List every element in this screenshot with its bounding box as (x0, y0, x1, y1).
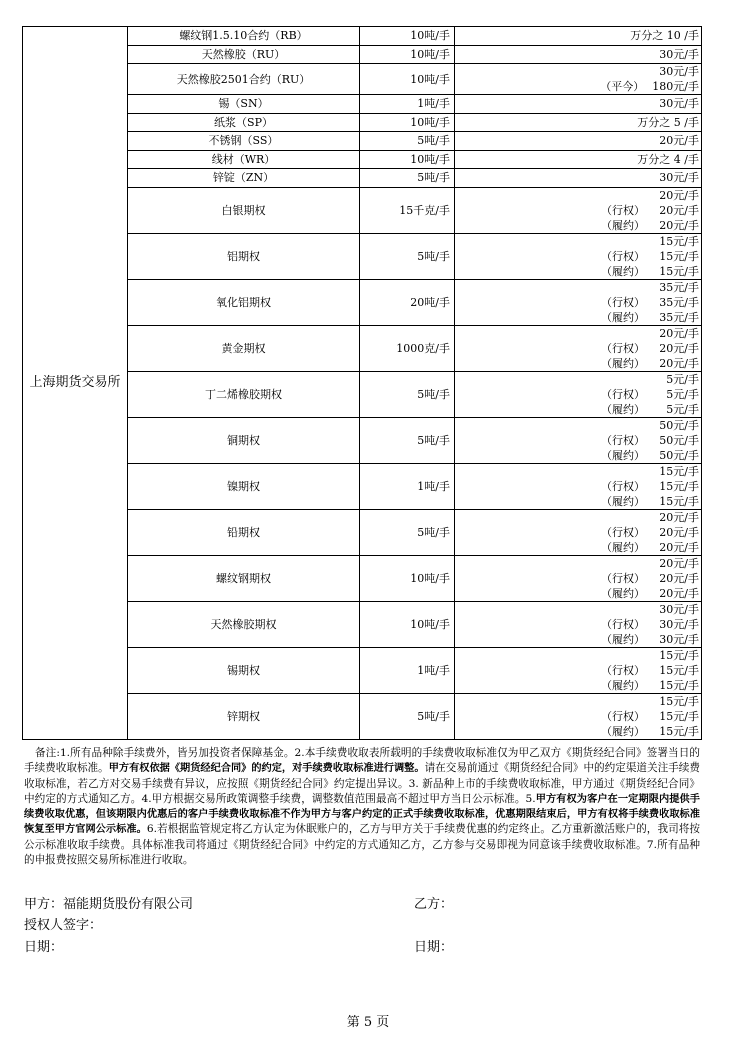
fee-line (455, 326, 701, 341)
fee-value: 5元/手 (666, 372, 699, 386)
fee-cell (455, 417, 702, 463)
fee-type-label: （行权） (601, 663, 645, 677)
party-a-date-label: 日期： (24, 940, 64, 955)
fee-line (455, 494, 701, 509)
product-name: 线材（WR） (128, 150, 360, 169)
fee-value: 35元/手 (659, 280, 699, 294)
fee-value: 20元/手 (659, 188, 699, 202)
remark-segment: 请在交易前通过《期货经纪合同》中的约定渠道关注手续费收取标准，若乙方对交易手续费有异议，应按照《期货经纪合同》约定提出异议。3. 新品种上市的手续费收取标准，甲方通过《期货经纪合同》中约定的方式通知乙方。4.甲方根据交易所政策调整手续费，调整数值范围最高不超过甲方当日公示标准。5. (24, 762, 700, 805)
fee-value: 15元/手 (659, 234, 699, 248)
fee-value: 35元/手 (659, 295, 699, 309)
fee-value: 15元/手 (659, 678, 699, 692)
fee-type-label: （履约） (601, 724, 645, 738)
product-name: 氧化铝期权 (128, 279, 360, 325)
fee-line (455, 632, 701, 647)
product-name: 锡（SN） (128, 95, 360, 114)
trading-unit: 5吨/手 (360, 132, 455, 151)
fee-type-label: （行权） (601, 203, 645, 217)
table-row (23, 27, 702, 46)
fee-cell (455, 27, 702, 46)
remark-segment: 6.若根据监管规定将乙方认定为休眠账户的，乙方与甲方关于手续费优惠的约定终止。乙方重新激活账户的，我司将按公示标准收取手续费。具体标准我司将通过《期货经纪合同》中约定的方式通知乙方，乙方参与交易即视为同意该手续费收取标准。7.所有品种的申报费按照交易所标准进行收取。 (24, 823, 700, 867)
fee-line (455, 586, 701, 601)
trading-unit: 10吨/手 (360, 64, 455, 95)
fee-line (455, 418, 701, 433)
fee-line (455, 510, 701, 525)
fee-type-label: （履约） (601, 356, 645, 370)
product-name: 白银期权 (128, 187, 360, 233)
fee-type-label: （行权） (601, 249, 645, 263)
fee-line (455, 203, 701, 218)
exchange-name: 上海期货交易所 (23, 27, 128, 740)
fee-type-label: （履约） (601, 218, 645, 232)
trading-unit: 5吨/手 (360, 417, 455, 463)
fee-type-label: （履约） (601, 494, 645, 508)
fee-line (455, 170, 701, 185)
fee-cell (455, 132, 702, 151)
fee-cell (455, 371, 702, 417)
fee-type-label: （履约） (601, 586, 645, 600)
fee-type-label: （行权） (601, 479, 645, 493)
product-name: 铅期权 (128, 509, 360, 555)
fee-line (455, 295, 701, 310)
fee-cell (455, 279, 702, 325)
fee-value: 5元/手 (666, 402, 699, 416)
trading-unit: 5吨/手 (360, 233, 455, 279)
fee-value: 万分之 5 /手 (637, 115, 699, 129)
trading-unit: 5吨/手 (360, 169, 455, 188)
fee-value: 20元/手 (659, 218, 699, 232)
fee-type-label: （行权） (601, 295, 645, 309)
fee-value: 20元/手 (659, 203, 699, 217)
fee-line (455, 356, 701, 371)
fee-value: 5元/手 (666, 387, 699, 401)
fee-type-label: （行权） (601, 341, 645, 355)
fee-value: 20元/手 (659, 525, 699, 539)
fee-cell (455, 150, 702, 169)
fee-line (455, 617, 701, 632)
fee-type-label: （履约） (601, 632, 645, 646)
remarks-paragraph (24, 746, 700, 868)
fee-line (455, 133, 701, 148)
fee-line (455, 264, 701, 279)
trading-unit: 10吨/手 (360, 45, 455, 64)
fee-type-label: （履约） (601, 678, 645, 692)
fee-type-label: （履约） (601, 310, 645, 324)
remark-bold-segment: 甲方有权为客户在一定期限内提供手续费收取优惠，但该期限内优惠后的客户手续费收取标准不作为甲方与客户约定的正式手续费收取标准，优惠期限结束后，甲方有权将手续费收取标准恢复至甲方官网公示标准。 (24, 793, 700, 836)
fee-cell (455, 509, 702, 555)
fee-value: 15元/手 (659, 724, 699, 738)
fee-type-label: （履约） (601, 448, 645, 462)
fee-line (455, 678, 701, 693)
product-name: 铝期权 (128, 233, 360, 279)
fee-cell (455, 95, 702, 114)
fee-line (455, 387, 701, 402)
fee-value: 20元/手 (659, 356, 699, 370)
fee-line (455, 602, 701, 617)
fee-line (455, 709, 701, 724)
product-name: 锡期权 (128, 647, 360, 693)
fee-value: 15元/手 (659, 264, 699, 278)
fee-value: 50元/手 (659, 448, 699, 462)
fee-line (455, 218, 701, 233)
fee-value: 30元/手 (659, 602, 699, 616)
remark-segment: 备注:1.所有品种除手续费外，皆另加投资者保障基金。2.本手续费收取表所载明的手续费收取标准仅为甲乙双方《期货经纪合同》签署当日的手续费收取标准。 (24, 747, 700, 775)
product-name: 天然橡胶2501合约（RU） (128, 64, 360, 95)
fee-value: 20元/手 (659, 134, 699, 148)
party-b-date-label: 日期： (414, 940, 454, 955)
fee-type-label: （行权） (601, 525, 645, 539)
product-name: 不锈钢（SS） (128, 132, 360, 151)
fee-line (455, 47, 701, 62)
fee-cell (455, 325, 702, 371)
trading-unit: 10吨/手 (360, 601, 455, 647)
fee-type-label: （行权） (601, 433, 645, 447)
fee-value: 15元/手 (659, 709, 699, 723)
fee-type-label: （履约） (601, 540, 645, 554)
fee-value: 15元/手 (659, 694, 699, 708)
fee-line (455, 433, 701, 448)
fee-cell (455, 64, 702, 95)
fee-value: 20元/手 (659, 510, 699, 524)
fee-value: 15元/手 (659, 494, 699, 508)
trading-unit: 5吨/手 (360, 693, 455, 739)
fee-line (455, 28, 701, 43)
fee-cell (455, 463, 702, 509)
trading-unit: 20吨/手 (360, 279, 455, 325)
fee-type-label: （履约） (601, 264, 645, 278)
product-name: 镍期权 (128, 463, 360, 509)
fee-value: 15元/手 (659, 663, 699, 677)
fee-line (455, 540, 701, 555)
fee-line (455, 310, 701, 325)
fee-value: 20元/手 (659, 571, 699, 585)
fee-type-label: （行权） (601, 709, 645, 723)
fee-value: 30元/手 (659, 97, 699, 111)
fee-line (455, 249, 701, 264)
fee-cell (455, 113, 702, 132)
fee-value: 180元/手 (652, 80, 699, 93)
remark-bold-segment: 甲方有权依据《期货经纪合同》的约定，对手续费收取标准进行调整。 (108, 763, 425, 775)
fee-cell (455, 169, 702, 188)
fee-type-label: （平今） (600, 80, 645, 93)
fee-line (455, 64, 701, 79)
product-name: 丁二烯橡胶期权 (128, 371, 360, 417)
fee-value: 30元/手 (659, 65, 699, 78)
fee-value: 20元/手 (659, 586, 699, 600)
fee-value: 50元/手 (659, 433, 699, 447)
trading-unit: 10吨/手 (360, 555, 455, 601)
fee-value: 15元/手 (659, 249, 699, 263)
trading-unit: 1000克/手 (360, 325, 455, 371)
fee-line (455, 464, 701, 479)
fee-line (455, 648, 701, 663)
party-b-label: 乙方： (414, 897, 454, 912)
product-name: 黄金期权 (128, 325, 360, 371)
fee-type-label: （行权） (601, 571, 645, 585)
fee-line (455, 96, 701, 111)
fee-value: 30元/手 (659, 171, 699, 185)
trading-unit: 5吨/手 (360, 371, 455, 417)
trading-unit: 1吨/手 (360, 463, 455, 509)
fee-value: 20元/手 (659, 556, 699, 570)
fee-line (455, 571, 701, 586)
fee-line (455, 556, 701, 571)
trading-unit: 10吨/手 (360, 150, 455, 169)
fee-line (455, 372, 701, 387)
fee-value: 35元/手 (659, 310, 699, 324)
fee-table (22, 26, 702, 740)
fee-cell (455, 233, 702, 279)
fee-value: 万分之 4 /手 (637, 152, 699, 166)
trading-unit: 1吨/手 (360, 647, 455, 693)
fee-line (455, 694, 701, 709)
fee-value: 30元/手 (659, 617, 699, 631)
fee-value: 20元/手 (659, 540, 699, 554)
fee-line (455, 152, 701, 167)
fee-type-label: （履约） (601, 402, 645, 416)
product-name: 天然橡胶期权 (128, 601, 360, 647)
fee-type-label: （行权） (601, 387, 645, 401)
product-name: 锌期权 (128, 693, 360, 739)
trading-unit: 10吨/手 (360, 27, 455, 46)
trading-unit: 10吨/手 (360, 113, 455, 132)
fee-line (455, 188, 701, 203)
fee-line (455, 448, 701, 463)
trading-unit: 5吨/手 (360, 509, 455, 555)
fee-cell (455, 601, 702, 647)
fee-type-label: （行权） (601, 617, 645, 631)
product-name: 锌锭（ZN） (128, 169, 360, 188)
product-name: 螺纹钢期权 (128, 555, 360, 601)
fee-value: 20元/手 (659, 326, 699, 340)
fee-cell (455, 187, 702, 233)
fee-value: 50元/手 (659, 418, 699, 432)
fee-cell (455, 693, 702, 739)
fee-line (455, 402, 701, 417)
product-name: 螺纹钢1.5.10合约（RB） (128, 27, 360, 46)
fee-cell (455, 647, 702, 693)
fee-value: 万分之 10 /手 (630, 29, 699, 43)
fee-line (455, 79, 701, 94)
fee-line (455, 234, 701, 249)
trading-unit: 1吨/手 (360, 95, 455, 114)
fee-value: 30元/手 (659, 632, 699, 646)
fee-value: 15元/手 (659, 464, 699, 478)
fee-cell (455, 555, 702, 601)
fee-line (455, 280, 701, 295)
fee-cell (455, 45, 702, 64)
fee-line (455, 724, 701, 739)
authorized-signature-label: 授权人签字： (24, 918, 103, 933)
product-name: 天然橡胶（RU） (128, 45, 360, 64)
fee-value: 20元/手 (659, 341, 699, 355)
page-number: 第 5 页 (346, 1015, 390, 1030)
product-name: 铜期权 (128, 417, 360, 463)
fee-value: 15元/手 (659, 648, 699, 662)
fee-line (455, 525, 701, 540)
fee-line (455, 479, 701, 494)
fee-line (455, 115, 701, 130)
fee-value: 30元/手 (659, 47, 699, 61)
product-name: 纸浆（SP） (128, 113, 360, 132)
fee-line (455, 663, 701, 678)
party-a-label: 甲方：福能期货股份有限公司 (24, 897, 194, 912)
fee-line (455, 341, 701, 356)
trading-unit: 15千克/手 (360, 187, 455, 233)
fee-value: 15元/手 (659, 479, 699, 493)
